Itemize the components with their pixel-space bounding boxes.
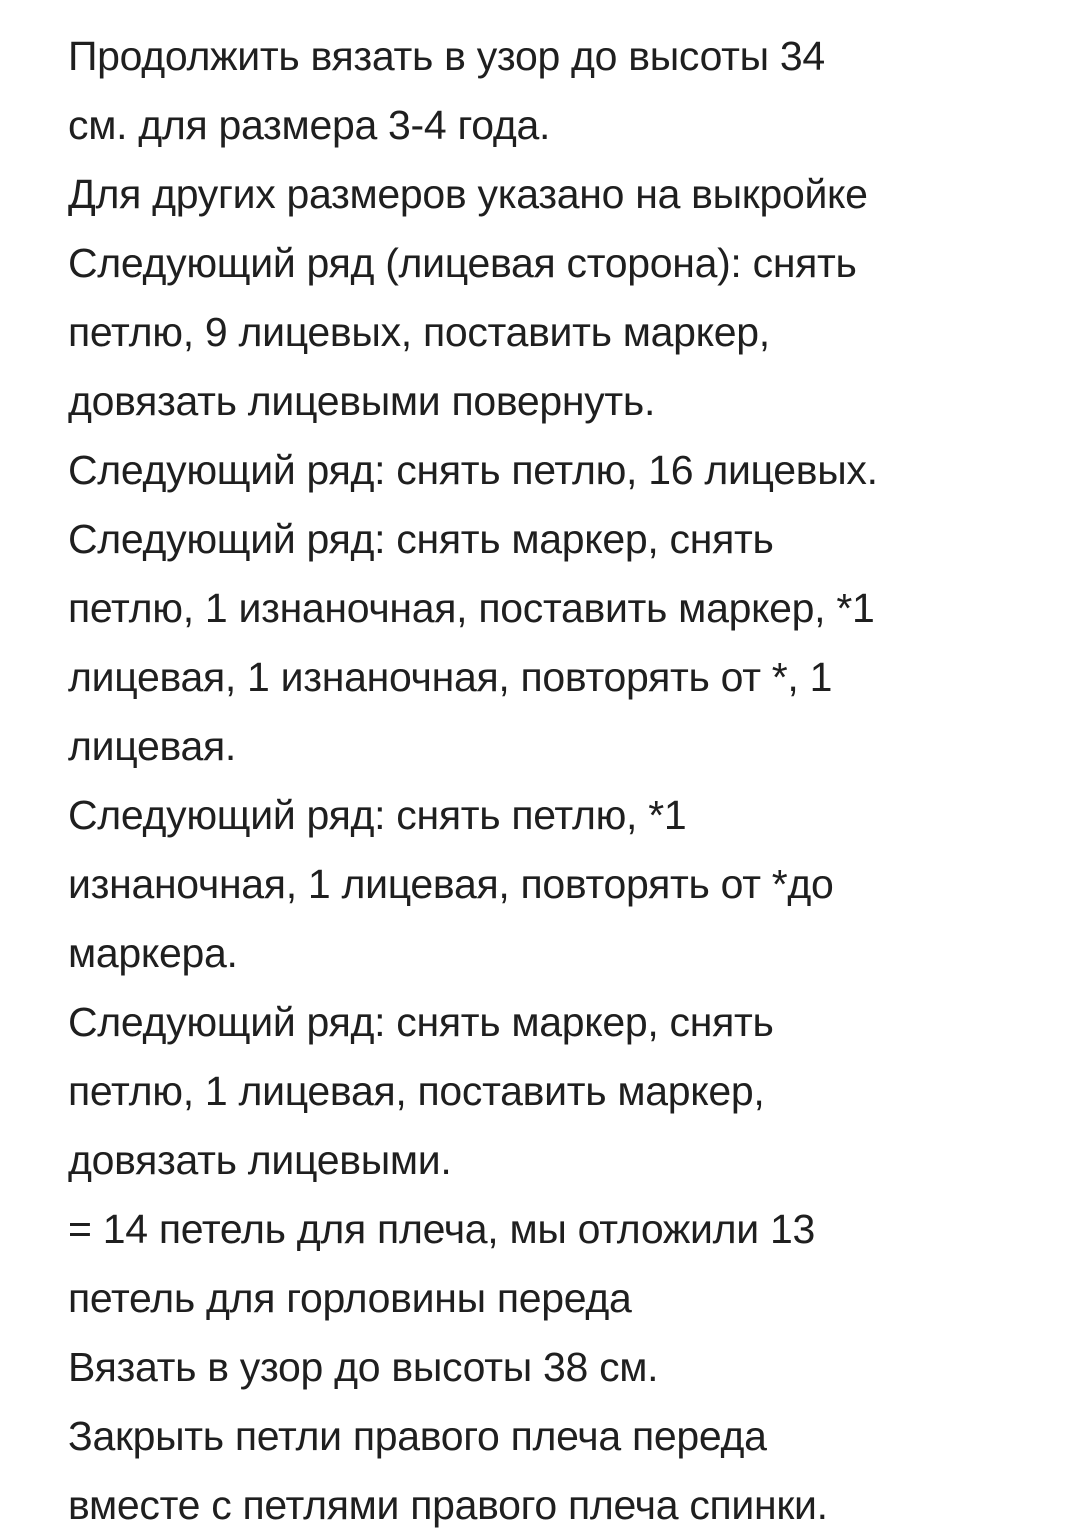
text-line: петлю, 9 лицевых, поставить маркер, bbox=[68, 309, 770, 355]
text-line: лицевая, 1 изнаночная, повторять от *, 1 bbox=[68, 654, 833, 700]
text-line: петлю, 1 изнаночная, поставить маркер, *1 bbox=[68, 585, 875, 631]
text-line: довязать лицевыми. bbox=[68, 1137, 452, 1183]
text-line: вместе с петлями правого плеча спинки. bbox=[68, 1482, 828, 1528]
text-line: Следующий ряд: снять маркер, снять bbox=[68, 516, 774, 562]
text-line: Следующий ряд: снять петлю, *1 bbox=[68, 792, 687, 838]
text-line: Следующий ряд: снять маркер, снять bbox=[68, 999, 774, 1045]
text-line: довязать лицевыми повернуть. bbox=[68, 378, 656, 424]
text-line: петлю, 1 лицевая, поставить маркер, bbox=[68, 1068, 765, 1114]
text-line: Следующий ряд (лицевая сторона): снять bbox=[68, 240, 857, 286]
text-line: см. для размера 3-4 года. bbox=[68, 102, 551, 148]
text-line: Следующий ряд: снять петлю, 16 лицевых. bbox=[68, 447, 878, 493]
document-text bbox=[68, 22, 1028, 1540]
text-line: петель для горловины переда bbox=[68, 1275, 632, 1321]
text-line: Вязать в узор до высоты 38 см. bbox=[68, 1344, 659, 1390]
text-line: = 14 петель для плеча, мы отложили 13 bbox=[68, 1206, 815, 1252]
text-line: изнаночная, 1 лицевая, повторять от *до bbox=[68, 861, 834, 907]
text-line: Продолжить вязать в узор до высоты 34 bbox=[68, 33, 825, 79]
text-line: Для других размеров указано на выкройке bbox=[68, 171, 868, 217]
text-line: Закрыть петли правого плеча переда bbox=[68, 1413, 767, 1459]
text-line: лицевая. bbox=[68, 723, 236, 769]
text-line: маркера. bbox=[68, 930, 238, 976]
